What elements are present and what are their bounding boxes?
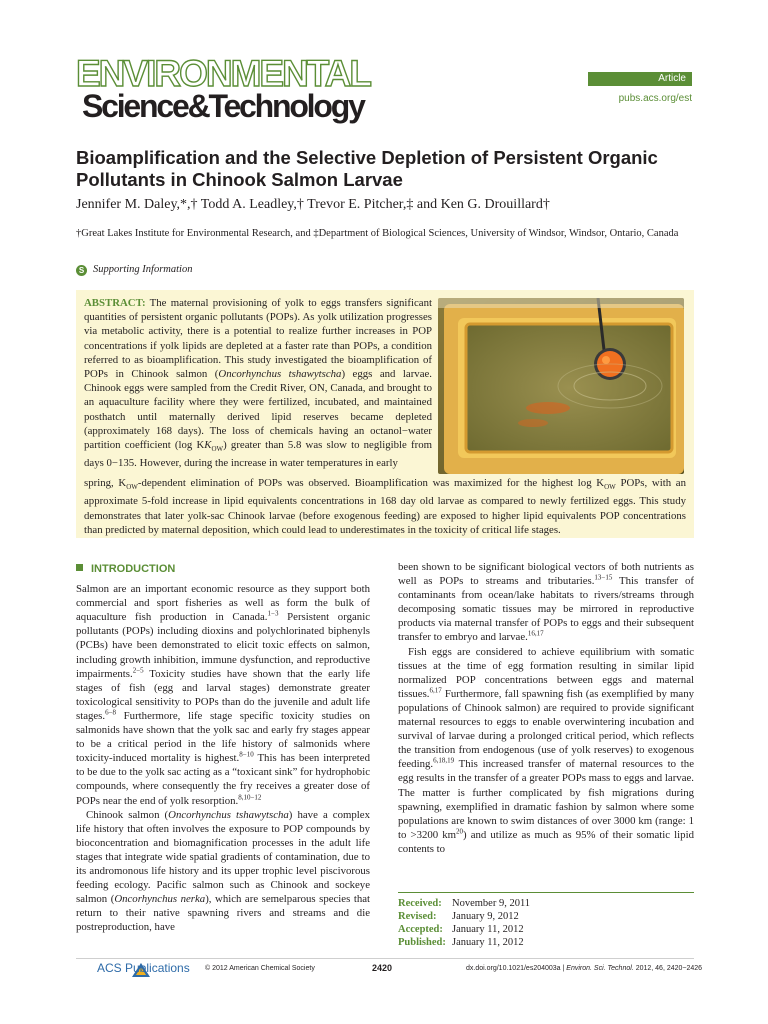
- citation-ref[interactable]: 6−8: [105, 708, 117, 717]
- article-history: [398, 892, 694, 949]
- affiliation: †Great Lakes Institute for Environmental Research, and ‡Department of Biological Sciences, University of Windsor, Windsor, Ontario, Canada: [76, 228, 679, 239]
- aquarium-tank-image: [438, 298, 684, 474]
- paragraph: Chinook salmon (Oncorhynchus tshawytscha) have a complex life history that often involves the exposure to POP compounds by bioconcentration and biomagnification processes in the adult life stages that integrate wide spatial gradients of contamination, due to its andromonous life history and its upper trophic level piscivorous feeding ecology. Pacific salmon such as Chinook and sockeye salmon (Oncorhynchus nerka), which are semelparous species that return to their native spawning rivers and streams and die postreproduction, have: [76, 808, 371, 934]
- subscript-ow: OW: [211, 445, 224, 454]
- author-list: Jennifer M. Daley,*,† Todd A. Leadley,† Trevor E. Pitcher,‡ and Ken G. Drouillard†: [76, 197, 550, 212]
- abstract-text-2: ) eggs and larvae. Chinook eggs were sampled from the Credit River, ON, Canada, and brought to an aquaculture facility where they were fertilized, incubated, and maintained posthatch until maternally derived lipid reserves became depleted (approximately 168 days). The loss of chemicals having an octanol−water partition coefficient (log K: [84, 368, 432, 452]
- citation-ref[interactable]: 13−15: [594, 573, 613, 582]
- doi-citation[interactable]: dx.doi.org/10.1021/es204003a | Environ. Sci. Technol. 2012, 46, 2420−2426: [466, 965, 703, 972]
- subscript-ow: OW: [126, 483, 138, 492]
- supporting-information-link[interactable]: [76, 264, 376, 276]
- citation-ref[interactable]: 1−3: [267, 609, 279, 618]
- abstract-text: ABSTRACT: The maternal provisioning of yolk to eggs transfers significant quantities of persistent organic pollutants (POPs). As yolk utilization progresses via metabolic activity, there is a potential to realize further increases in POP concentrations if yolk lipids are depleted at a faster rate than POPs, a condition referred to as bioamplification. This study investigated the bioamplification of POPs in Chinook salmon (Oncorhynchus tshawytscha) eggs and larvae. Chinook eggs were sampled from the Credit River, ON, Canada, and brought to an aquaculture facility where they were fertilized, incubated, and maintained posthatch until maternally derived lipid reserves became depleted (approximately 168 days). The loss of chemicals having an octanol−water partition coefficient (log $KK_{OW}$) greater than 5.8 was slow to negligible from days 0−135. However, during the increase in water temperatures in early: [84, 297, 432, 470]
- body-column-right: [398, 560, 694, 856]
- citation-ref[interactable]: 6,18,19: [433, 756, 455, 765]
- section-heading-introduction: [76, 562, 370, 576]
- citation-ref[interactable]: 2−5: [132, 666, 144, 675]
- supporting-info-icon: S: [76, 265, 87, 276]
- history-row: Accepted: January 11, 2012: [398, 924, 524, 935]
- footer-divider: [76, 958, 694, 959]
- history-row: Published: January 11, 2012: [398, 937, 524, 948]
- abstract-continuation: [84, 476, 686, 537]
- citation-ref[interactable]: 8−10: [239, 750, 254, 759]
- abstract-text-6: POPs, with an approximate 5-fold increase in lipid equivalents concentrations in 168 day old larvae as compared to newly fertilized eggs. This study demonstrates that later yolk-sac Chinook larvae (before exogenous feeding) are exposed to higher lipid equivalents POP concentrations than predicted by maternal deposition, which could lead to underestimates in the toxicity of critical life stages.: [84, 477, 686, 536]
- abstract-text-1: The maternal provisioning of yolk to eggs transfers significant quantities of persistent organic pollutants (POPs). As yolk utilization progresses via metabolic activity, there is a potential to realize further increases in POP concentrations if yolk lipids are depleted at a faster rate than POPs, a condition referred to as bioamplification. This study investigated the bioamplification of POPs in Chinook salmon (: [84, 297, 432, 381]
- article-type-badge: Article: [588, 72, 692, 86]
- publisher-name: ACS Publications: [97, 961, 190, 975]
- section-heading-label: INTRODUCTION: [91, 563, 176, 575]
- journal-logo: [76, 50, 370, 132]
- citation-ref[interactable]: 6,17: [429, 686, 442, 695]
- journal-url-link[interactable]: pubs.acs.org/est: [618, 93, 692, 104]
- species-name: Oncorhynchus tshawytscha: [218, 368, 342, 381]
- abstract-label: ABSTRACT:: [84, 297, 146, 309]
- page-number: 2420: [372, 963, 393, 973]
- history-row: Revised: January 9, 2012: [398, 911, 519, 922]
- body-column-left: [76, 560, 370, 934]
- subscript-ow: OW: [604, 483, 616, 492]
- paragraph: Salmon are an important economic resource as they support both commercial and sport fisheries as well as form the bulk of aquaculture fish production in Canada.$^{1-3}$ Persistent organic pollutants (POPs) including dioxins and polychlorinated biphenyls (PCBs) have been demonstrated to elicit toxic effects on salmon, including growth inhibition, immune dysfunction, and reproductive impairments.$^{2-5}$ Toxicity studies have shown that the early life stages of fish (egg and larval stages) demonstrate greater toxicological sensitivity to POPs than do the juvenile and adult life stages.$^{6-8}$ Furthermore, life stage specific toxicity studies on salmonids have shown that the yolk sac and early fry stages appear to be a critical period in the life history of salmonids where toxicity-induced mortality is highest.$^{8-10}$ This has been interpreted to be due to the yolk sac acting as a “toxicant sink” for hydrophobic compounds, where consequently the fry receives a greater dose of POPs near the end of yolk resorption.$^{8,10-12}$: [76, 583, 370, 807]
- paper-title: Bioamplification and the Selective Depletion of Persistent Organic Pollutants in Chinook Salmon Larvae: [76, 147, 658, 190]
- copyright: © 2012 American Chemical Society: [205, 965, 315, 972]
- history-row: Received: November 9, 2011: [398, 898, 531, 909]
- citation-ref[interactable]: 20: [456, 827, 464, 836]
- paragraph: been shown to be significant biological vectors of both nutrients as well as POPs to streams and tributaries.$^{13-15}$ This transfer of contaminants from ocean/lake habitats to rivers/streams through decomposing somatic tissues may be mirrored in reproductive products via maternal transfer of POPs to eggs and their subsequent transfer to embryo and larvae.$^{16,17}$: [398, 561, 695, 644]
- toc-graphic-photo: [438, 298, 684, 474]
- paragraph: Fish eggs are considered to achieve equilibrium with somatic tissues at the time of egg formation resulting in similar lipid normalized POP concentrations between eggs and maternal tissues.$^{6,17}$ Furthermore, fall spawning fish (as exemplified by many populations of Chinook salmon) are required to provide significant maternal resources to eggs to enable overwintering incubation and survival of larvae during a prolonged critical period, which reflects the transition from endogenous (use of yolk reserves) to exogenous feeding.$^{6,18,19}$ This increased transfer of maternal resources to the egg results in the transfer of a greater POPs mass to eggs and larvae. The matter is further complicated by fish migrations during spawning, exemplified in dramatic fashion by salmon where some populations are known to swim distances of over 3000 km (range: 1 to >3200 $km^{20}$) and utilize as much as 95% of their somatic lipid contents to: [398, 645, 694, 855]
- abstract-text-3: ) greater than 5.8 was slow to negligible from days 0−135. However, during the increase in water temperatures in early: [84, 439, 432, 470]
- abstract-text-5: -dependent elimination of POPs was observed. Bioamplification was maximized for the highest log K: [137, 477, 605, 489]
- abstract-text-4: spring, K: [84, 477, 127, 489]
- supporting-info-label: Supporting Information: [93, 264, 193, 275]
- journal-logo-line1: ENVIRONMENTAL: [76, 53, 370, 94]
- citation-ref[interactable]: 16,17: [527, 629, 544, 638]
- section-square-icon: [76, 564, 83, 571]
- journal-logo-line2: Science&Technology: [82, 88, 364, 124]
- citation-ref[interactable]: 8,10−12: [238, 792, 262, 801]
